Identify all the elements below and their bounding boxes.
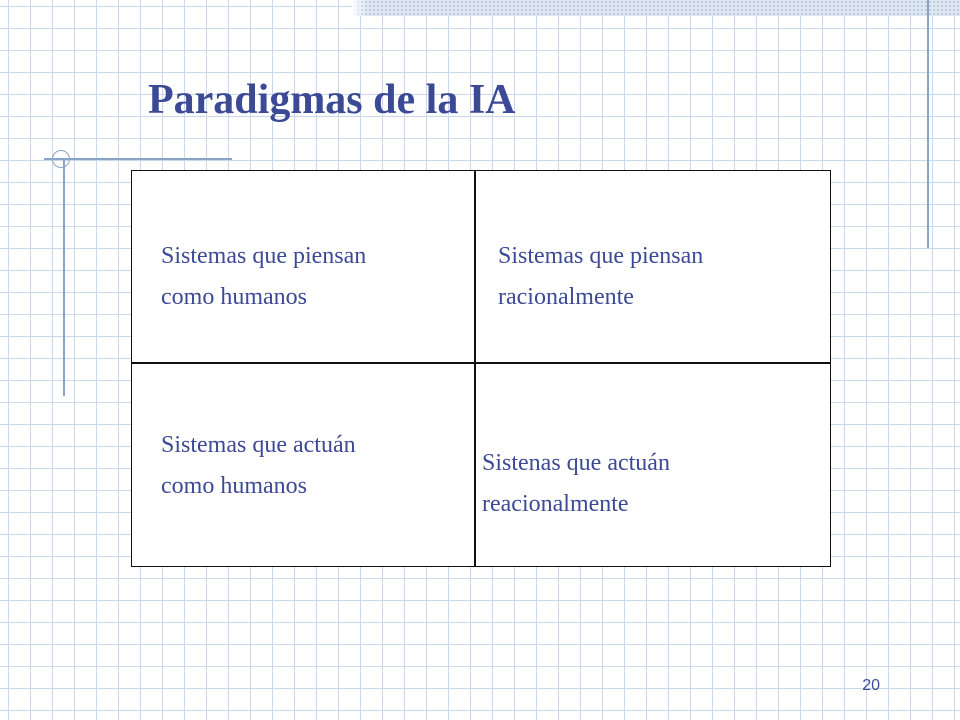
- cell-line: Sistemas que actuán: [161, 432, 356, 458]
- decorative-top-strip: [352, 0, 960, 16]
- cell-line: como humanos: [161, 284, 307, 310]
- cell-line: racionalmente: [498, 284, 634, 310]
- paradigms-table: [131, 170, 831, 567]
- cell-line: Sistemas que piensan: [161, 243, 367, 269]
- decorative-right-line: [927, 0, 929, 248]
- table-horizontal-divider: [132, 362, 830, 364]
- cell-think-rationally: [498, 236, 703, 318]
- slide-title: Paradigmas de la IA: [148, 77, 516, 123]
- cell-line: Sistemas que piensan: [498, 243, 704, 269]
- cell-act-humanly: [161, 425, 356, 507]
- slide-number: 20: [862, 677, 880, 694]
- table-vertical-divider: [474, 171, 476, 566]
- cell-line: Sistenas que actuán: [482, 450, 670, 476]
- decorative-left-line: [63, 160, 65, 396]
- decorative-horizontal-line: [44, 158, 232, 160]
- decorative-circle-icon: [52, 150, 70, 168]
- cell-line: reacionalmente: [482, 491, 629, 517]
- cell-line: como humanos: [161, 473, 307, 499]
- cell-act-rationally: [482, 443, 670, 525]
- cell-think-humanly: [161, 236, 366, 318]
